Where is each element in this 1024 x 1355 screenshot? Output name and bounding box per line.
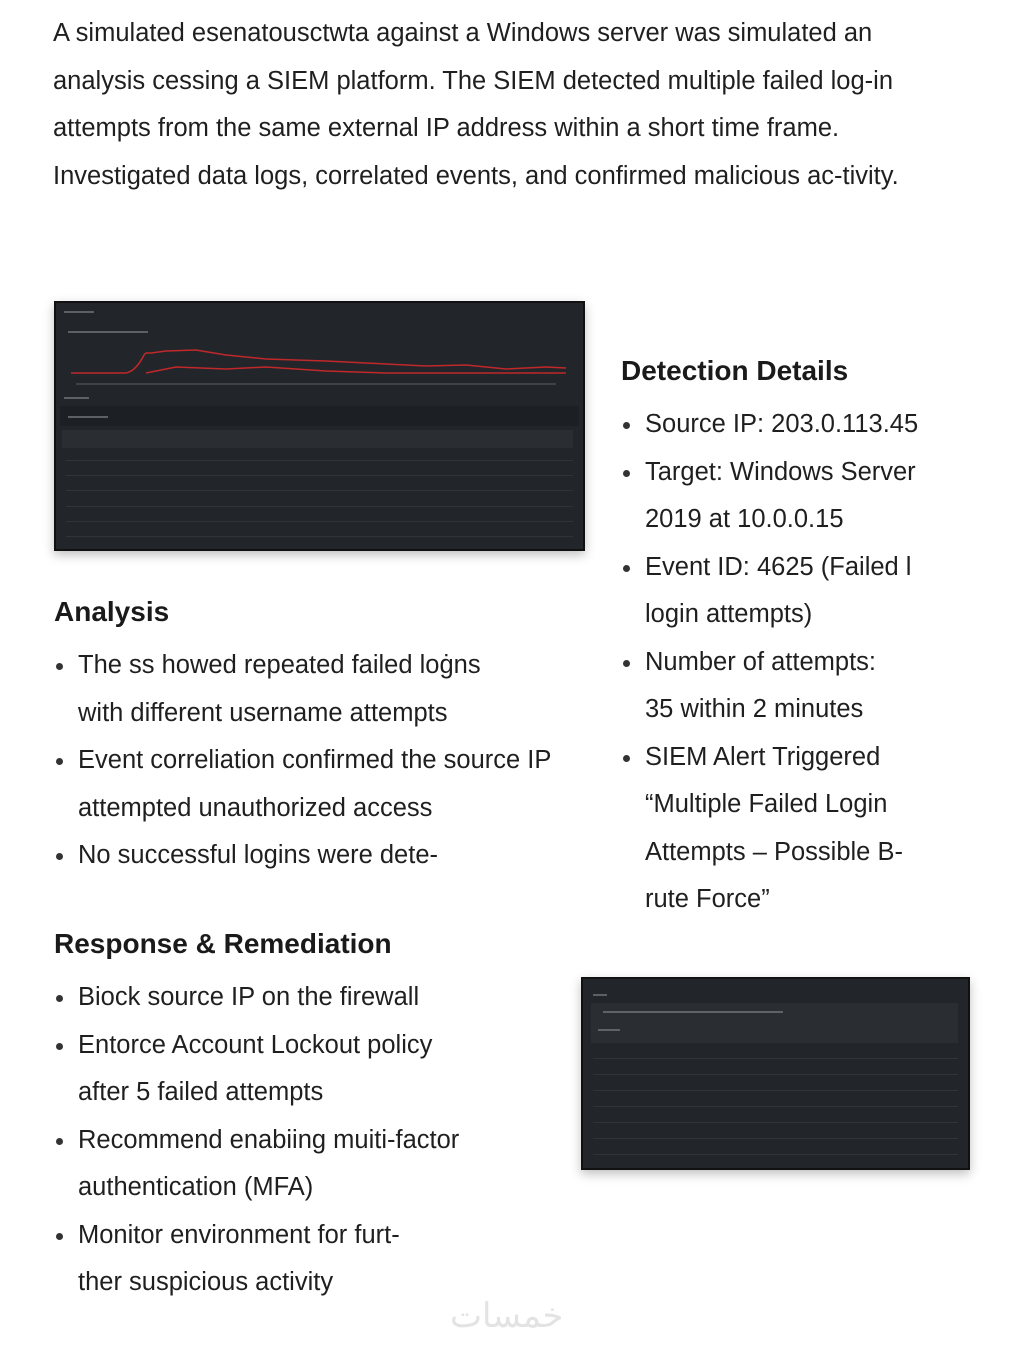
list-item: Event correliation confirmed the source IP attempted unauthorized access [54, 737, 558, 832]
detection-details-section [621, 355, 961, 924]
list-item: Recommend enabiing muiti-factor authentication (MFA) [54, 1117, 498, 1212]
event-log-screenshot [581, 977, 970, 1170]
list-item: Source IP: 203.0.113.45 [621, 401, 961, 449]
list-item: SIEM Alert Triggered “Multiple Failed Login Attempts – Possible B-rute Force” [621, 734, 925, 924]
list-item: Monitor environment for furt-ther suspicious activity [54, 1212, 438, 1307]
list-item: Event ID: 4625 (Failed l login attempts) [621, 544, 925, 639]
list-item: Number of attempts: 35 within 2 minutes [621, 639, 905, 734]
response-section [54, 928, 554, 1307]
response-heading: Response & Remediation [54, 928, 392, 959]
list-item: No successful logins were dete- [54, 832, 554, 880]
list-item: The ss howed repeated failed loġns with different username attempts [54, 642, 508, 737]
detection-details-heading: Detection Details [621, 355, 849, 386]
list-item: Biock source IP on the firewall [54, 974, 554, 1022]
list-item: Target: Windows Server 2019 at 10.0.0.15 [621, 449, 945, 544]
analysis-heading: Analysis [54, 596, 170, 627]
intro-paragraph: A simulated esenatousctwta against a Windows server was simulated an analysis cessing a SIEM platform. The SIEM detected multiple failed log-in attempts from the same external IP address within a short time frame. Investigated data logs, correlated events, and confirmed malicious ac-tivity. [53, 19, 899, 190]
analysis-section [54, 596, 554, 880]
list-item: Entorce Account Lockout policy after 5 failed attempts [54, 1022, 478, 1117]
siem-dashboard-screenshot [54, 301, 585, 551]
watermark-logo: خمسات [450, 1297, 564, 1335]
failed-logins-chart [66, 343, 571, 383]
